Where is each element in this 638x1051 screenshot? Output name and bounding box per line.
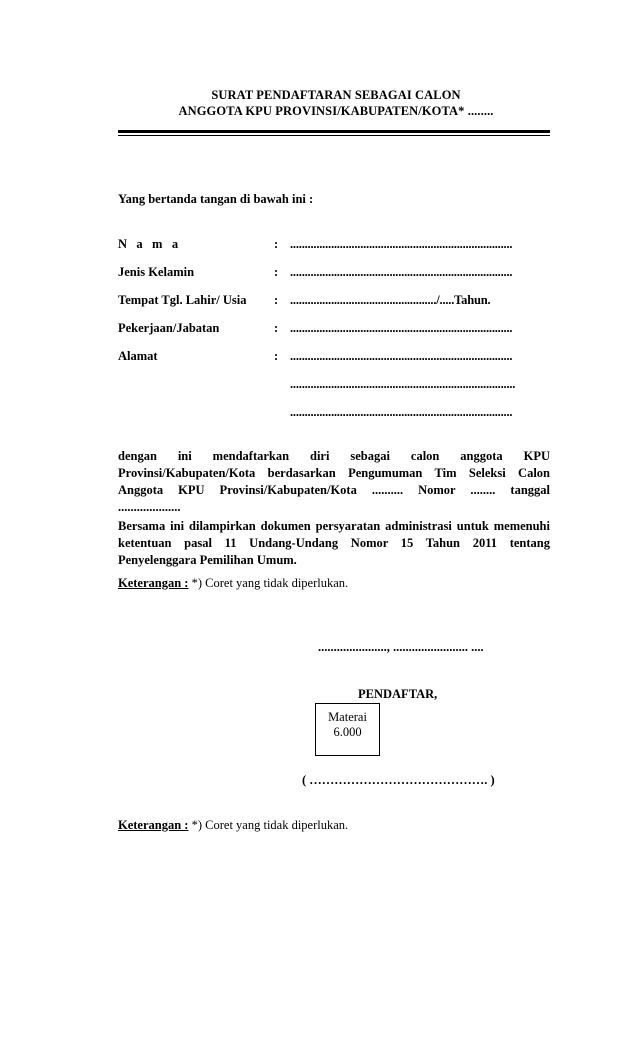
- place-date-line: ......................, ........................ ....: [318, 640, 484, 654]
- field-label: N a m a: [118, 237, 179, 251]
- registration-paragraph: [118, 448, 550, 516]
- field-value: .............................................................................: [290, 377, 516, 391]
- field-colon: :: [274, 265, 279, 279]
- field-value: ................................................../.....Tahun.: [290, 293, 491, 307]
- field-value: ............................................................................: [290, 265, 513, 279]
- field-colon: :: [274, 349, 279, 363]
- field-row-alamat: [118, 349, 558, 367]
- header-rule-thin: [118, 135, 550, 136]
- signer-role: PENDAFTAR,: [358, 687, 438, 701]
- field-value: ............................................................................: [290, 321, 513, 335]
- title-line-2: ANGGOTA KPU PROVINSI/KABUPATEN/KOTA* ........: [178, 104, 494, 118]
- field-row-tempat-tgl-lahir: [118, 293, 558, 311]
- signature-name-line: ( ……………………………………. ): [302, 773, 495, 787]
- field-label: Pekerjaan/Jabatan: [118, 321, 220, 335]
- field-row-alamat-2: [118, 377, 558, 395]
- note-text: *) Coret yang tidak diperlukan.: [188, 576, 349, 590]
- field-row-pekerjaan: [118, 321, 558, 339]
- field-label: Jenis Kelamin: [118, 265, 195, 279]
- field-colon: :: [274, 237, 279, 251]
- intro-text: Yang bertanda tangan di bawah ini :: [118, 192, 314, 206]
- field-row-alamat-3: [118, 405, 558, 423]
- field-label: Alamat: [118, 349, 158, 363]
- paragraph-line: ....................: [118, 500, 181, 514]
- paragraph-line: Bersama ini dilampirkan dokumen persyaratan administrasi untuk memenuhi: [118, 519, 550, 533]
- field-value: ............................................................................: [290, 405, 513, 419]
- stamp-value: 6.000: [333, 725, 362, 739]
- paragraph-line: Anggota KPU Provinsi/Kabupaten/Kota .......... Nomor ........ tanggal: [118, 483, 550, 497]
- note-top: [118, 576, 348, 591]
- field-value: ............................................................................: [290, 349, 513, 363]
- note-label: Keterangan :: [118, 818, 189, 832]
- note-text: *) Coret yang tidak diperlukan.: [188, 818, 349, 832]
- field-row-jenis-kelamin: [118, 265, 558, 283]
- paragraph-line: dengan ini mendaftarkan diri sebagai calon anggota KPU: [118, 449, 550, 463]
- paragraph-line: Penyelenggara Pemilihan Umum.: [118, 553, 297, 567]
- paragraph-line: Provinsi/Kabupaten/Kota berdasarkan Pengumuman Tim Seleksi Calon: [118, 466, 550, 480]
- attachment-paragraph: [118, 518, 550, 569]
- field-colon: :: [274, 293, 279, 307]
- field-label: Tempat Tgl. Lahir/ Usia: [118, 293, 247, 307]
- title-line-1: SURAT PENDAFTARAN SEBAGAI CALON: [211, 88, 461, 102]
- header-rule-thick: [118, 130, 550, 133]
- note-label: Keterangan :: [118, 576, 189, 590]
- field-colon: :: [274, 321, 279, 335]
- field-row-nama: [118, 237, 558, 255]
- stamp-label: Materai: [328, 710, 367, 724]
- paragraph-line: ketentuan pasal 11 Undang-Undang Nomor 15 Tahun 2011 tentang: [118, 536, 550, 550]
- field-value: ............................................................................: [290, 237, 513, 251]
- stamp-duty-box: [315, 703, 380, 756]
- note-bottom: [118, 818, 348, 833]
